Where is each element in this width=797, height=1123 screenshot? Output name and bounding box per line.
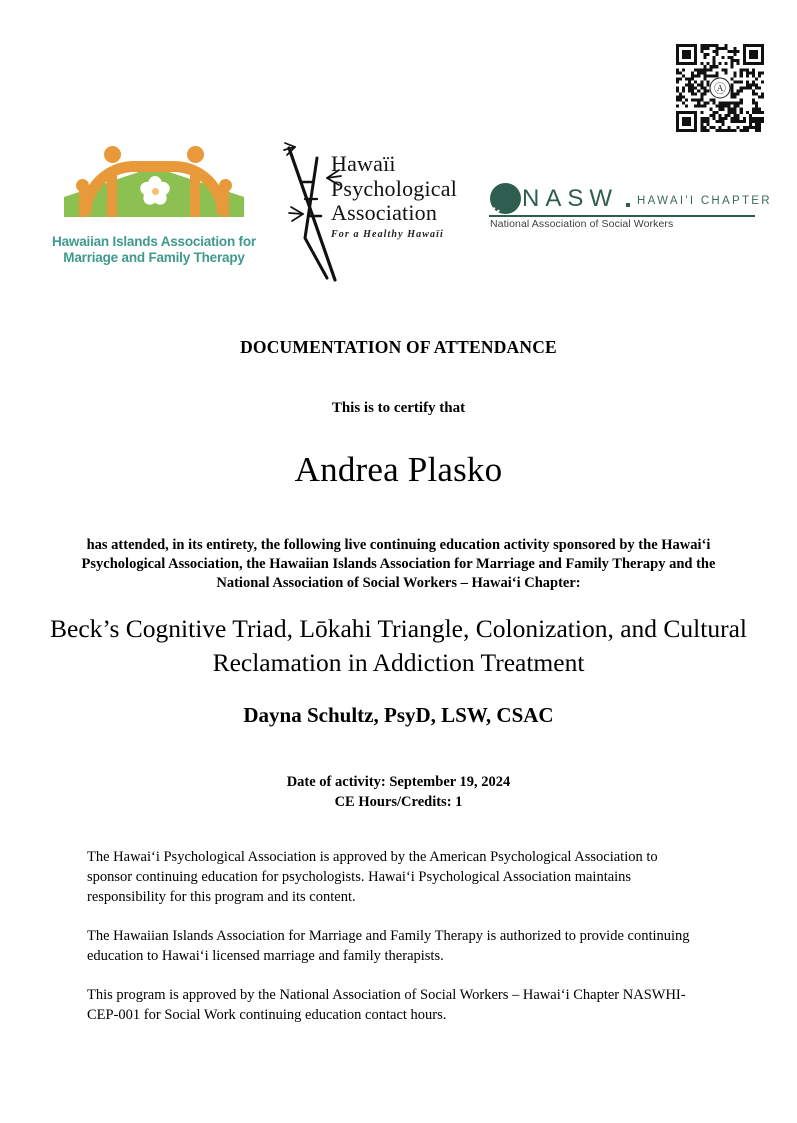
hiamft-figure-head-inner-left [104,146,121,163]
hiamft-hibiscus-flower-icon [138,175,172,209]
hiamft-figure-body-outer-right [222,191,229,217]
hpa-logo-tagline: For a Healthy Hawaïi [331,228,444,240]
page-title: DOCUMENTATION OF ATTENDANCE [240,337,557,357]
qr-center-logo-icon [710,78,731,99]
hiamft-logo-artwork-icon [54,145,254,227]
hiamft-logo-text [38,234,270,267]
verification-qr-code[interactable] [676,44,764,132]
hpa-logo-text-line-1: Hawaïi [331,151,396,176]
date-of-activity: Date of activity: September 19, 2024 [286,774,511,790]
certify-statement: This is to certify that [331,400,466,416]
qr-center-glyph: Ⓐ [713,81,726,95]
hiamft-logo-text-line-1: Hawaiian Islands Association for [52,234,256,249]
hiamft-figure-body-outer-left [79,191,86,217]
hiamft-figure-body-inner-right [190,175,200,217]
nasw-logo [489,182,772,242]
sponsor-logo-row [0,140,797,285]
hiamft-figure-head-inner-right [187,146,204,163]
hiamft-logo-text-line-2: Marriage and Family Therapy [63,250,245,266]
activity-title: Beck’s Cognitive Triad, Lōkahi Triangle, Colonization, and Cultural Reclamation in Addiction Treatment [50,614,747,677]
nasw-acronym: NASW [522,185,618,212]
nasw-separator-dot [626,203,630,207]
hpa-logo-text [331,152,461,240]
hpa-logo-text-line-3: Association [331,200,438,226]
nasw-full-name: National Association of Social Workers [490,218,674,230]
attendance-statement: has attended, in its entirety, the following live continuing education activity sponsored by the Hawaiʻi Psychological Association, the Hawaiian Islands Association for Marriage and Family Therapy and the National Association of Social Workers – Hawaiʻi Chapter: [81,537,716,592]
flower-center [152,188,159,195]
hpa-logo-text-line-2: Psychological [331,175,458,201]
hiamft-logo [38,145,270,270]
nasw-chapter-label: HAWAI'I CHAPTER [637,195,772,207]
activity-metadata [0,772,797,813]
approval-disclaimers [87,847,703,1025]
ce-hours-credits: CE Hours/Credits: 1 [334,794,463,811]
disclaimer-nasw: This program is approved by the National Association of Social Workers – Hawaiʻi Chapter NASWHI-CEP-001 for Social Work continuing education contact hours. [87,987,686,1023]
nasw-logo-top-row [489,182,772,216]
hpa-logo [283,140,461,285]
recipient-name: Andrea Plasko [294,450,503,489]
presenter-name: Dayna Schultz, PsyD, LSW, CSAC [243,703,554,727]
nasw-circle-mark-icon [490,183,521,214]
disclaimer-hpa: The Hawaiʻi Psychological Association is approved by the American Psychological Association to sponsor continuing education for psychologists. Hawaiʻi Psychological Association maintains responsibility for this program and its content. [87,849,658,905]
disclaimer-hiamft: The Hawaiian Islands Association for Marriage and Family Therapy is authorized to provide continuing education to Hawaiʻi licensed marriage and family therapists. [87,928,690,964]
nasw-divider-rule [489,215,755,217]
hiamft-figure-body-inner-left [107,175,117,217]
